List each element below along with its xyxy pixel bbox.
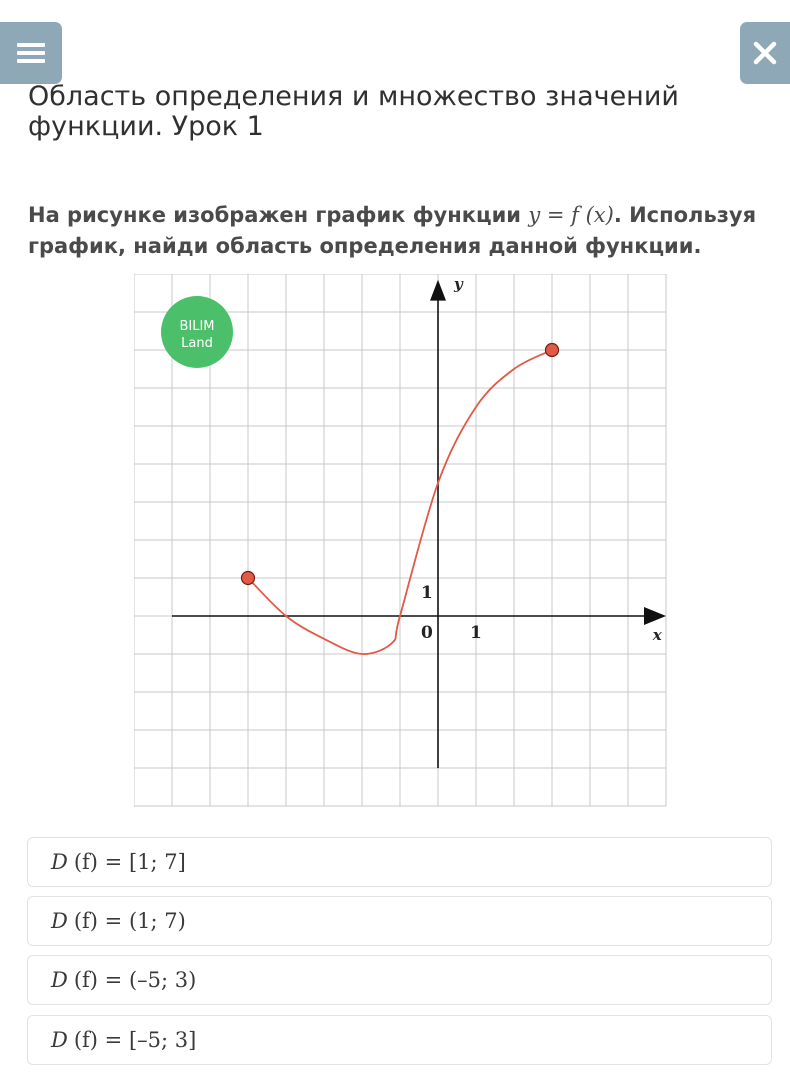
function-graph xyxy=(134,274,668,808)
graph-canvas xyxy=(134,274,668,808)
x-axis-arrow xyxy=(644,607,666,625)
y-unit-label: 1 xyxy=(421,583,433,603)
close-icon xyxy=(753,41,777,65)
curve-end-point xyxy=(546,344,559,357)
question-text-before: На рисунке изображен график функции xyxy=(28,203,529,227)
option-d-symbol: D xyxy=(51,1028,68,1052)
origin-label: 0 xyxy=(421,623,433,643)
option-text: (f) = (–5; 3) xyxy=(73,968,197,992)
logo-text-land: Land xyxy=(181,336,213,351)
curve-start-point xyxy=(242,572,255,585)
option-text: (f) = [1; 7] xyxy=(73,850,186,874)
option-text: (f) = [–5; 3] xyxy=(73,1028,197,1052)
option-d-symbol: D xyxy=(51,909,68,933)
answer-option-3[interactable] xyxy=(27,955,772,1005)
question-text xyxy=(28,200,768,262)
answer-option-1[interactable] xyxy=(27,837,772,887)
close-button[interactable] xyxy=(740,22,790,84)
question-formula: y = f (x) xyxy=(528,203,614,227)
page-title: Область определения и множество значений функции. Урок 1 xyxy=(28,81,679,142)
hamburger-menu-icon xyxy=(16,41,46,65)
question-text-after: . Используя график, найди область определения данной функции. xyxy=(28,203,757,258)
x-unit-label: 1 xyxy=(470,623,482,643)
option-text: (f) = (1; 7) xyxy=(73,909,186,933)
x-axis-label: x xyxy=(652,626,662,644)
y-axis-arrow xyxy=(430,280,446,301)
option-d-symbol: D xyxy=(51,850,68,874)
logo-text-bilim: BILIM xyxy=(179,319,215,334)
answer-option-2[interactable] xyxy=(27,896,772,946)
y-axis-label: y xyxy=(454,275,463,294)
menu-button[interactable] xyxy=(0,22,62,84)
option-d-symbol: D xyxy=(51,968,68,992)
answer-option-4[interactable] xyxy=(27,1015,772,1065)
